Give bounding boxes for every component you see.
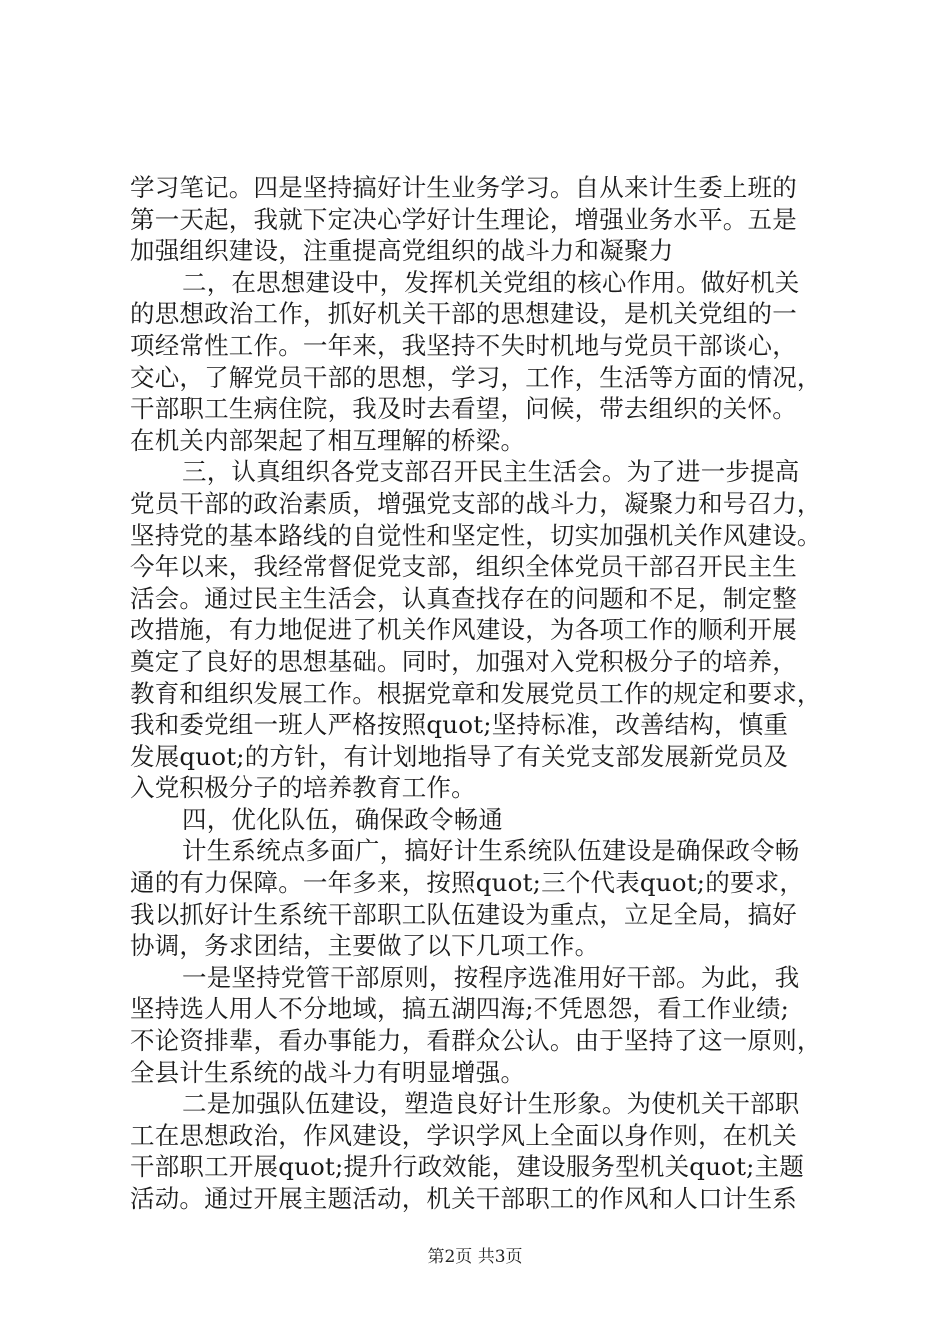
text-line: 第一天起，我就下定决心学好计生理论，增强业务水平。五是 — [130, 204, 797, 234]
text-line: 干部职工生病住院，我及时去看望，问候，带去组织的关怀。 — [130, 394, 797, 424]
text-line: 全县计生系统的战斗力有明显增强。 — [130, 1057, 526, 1087]
text-line: 活会。通过民主生活会，认真查找存在的问题和不足，制定整 — [130, 583, 797, 613]
text-line: 教育和组织发展工作。根据党章和发展党员工作的规定和要求， — [130, 678, 822, 708]
text-line: 改措施，有力地促进了机关作风建设，为各项工作的顺利开展 — [130, 615, 797, 645]
body-text — [130, 172, 840, 1215]
text-line: 坚持党的基本路线的自觉性和坚定性，切实加强机关作风建设。 — [130, 520, 822, 550]
text-line: 活动。通过开展主题活动，机关干部职工的作风和人口计生系 — [130, 1184, 797, 1213]
text-line: 加强组织建设，注重提高党组织的战斗力和凝聚力 — [130, 236, 674, 266]
text-line: 入党积极分子的培养教育工作。 — [130, 773, 476, 803]
text-line: 学习笔记。四是坚持搞好计生业务学习。自从来计生委上班的 — [130, 173, 797, 202]
text-line: 通的有力保障。一年多来，按照quot;三个代表quot;的要求， — [130, 868, 805, 898]
text-line: 计生系统点多面广，搞好计生系统队伍建设是确保政令畅 — [182, 836, 800, 866]
text-line: 交心，了解党员干部的思想，学习，工作，生活等方面的情况， — [130, 362, 822, 392]
text-line: 协调，务求团结，主要做了以下几项工作。 — [130, 931, 600, 961]
text-line: 在机关内部架起了相互理解的桥梁。 — [130, 425, 526, 455]
text-line: 二是加强队伍建设，塑造良好计生形象。为使机关干部职 — [182, 1089, 800, 1119]
text-line: 我和委党组一班人严格按照quot;坚持标准，改善结构，慎重 — [130, 710, 789, 740]
text-line: 坚持选人用人不分地域，搞五湖四海;不凭恩怨，看工作业绩; — [130, 994, 790, 1024]
text-line: 四，优化队伍，确保政令畅通 — [182, 804, 504, 834]
text-line: 工在思想政治，作风建设，学识学风上全面以身作则，在机关 — [130, 1120, 797, 1150]
text-line: 党员干部的政治素质，增强党支部的战斗力，凝聚力和号召力， — [130, 488, 822, 518]
page-footer: 第2页 共3页 — [427, 1247, 523, 1267]
text-line: 的思想政治工作，抓好机关干部的思想建设，是机关党组的一 — [130, 299, 797, 329]
text-line: 奠定了良好的思想基础。同时，加强对入党积极分子的培养， — [130, 646, 797, 676]
text-line: 干部职工开展quot;提升行政效能，建设服务型机关quot;主题 — [130, 1152, 805, 1182]
text-line: 二，在思想建设中，发挥机关党组的核心作用。做好机关 — [182, 267, 800, 297]
text-line: 一是坚持党管干部原则，按程序选准用好干部。为此，我 — [182, 962, 800, 992]
text-line: 今年以来，我经常督促党支部，组织全体党员干部召开民主生 — [130, 552, 797, 582]
text-line: 三，认真组织各党支部召开民主生活会。为了进一步提高 — [182, 457, 800, 487]
text-line: 发展quot;的方针，有计划地指导了有关党支部发展新党员及 — [130, 741, 789, 771]
text-line: 我以抓好计生系统干部职工队伍建设为重点，立足全局，搞好 — [130, 899, 797, 929]
text-line: 项经常性工作。一年来，我坚持不失时机地与党员干部谈心， — [130, 330, 797, 360]
text-line: 不论资排辈，看办事能力，看群众公认。由于坚持了这一原则， — [130, 1026, 822, 1056]
